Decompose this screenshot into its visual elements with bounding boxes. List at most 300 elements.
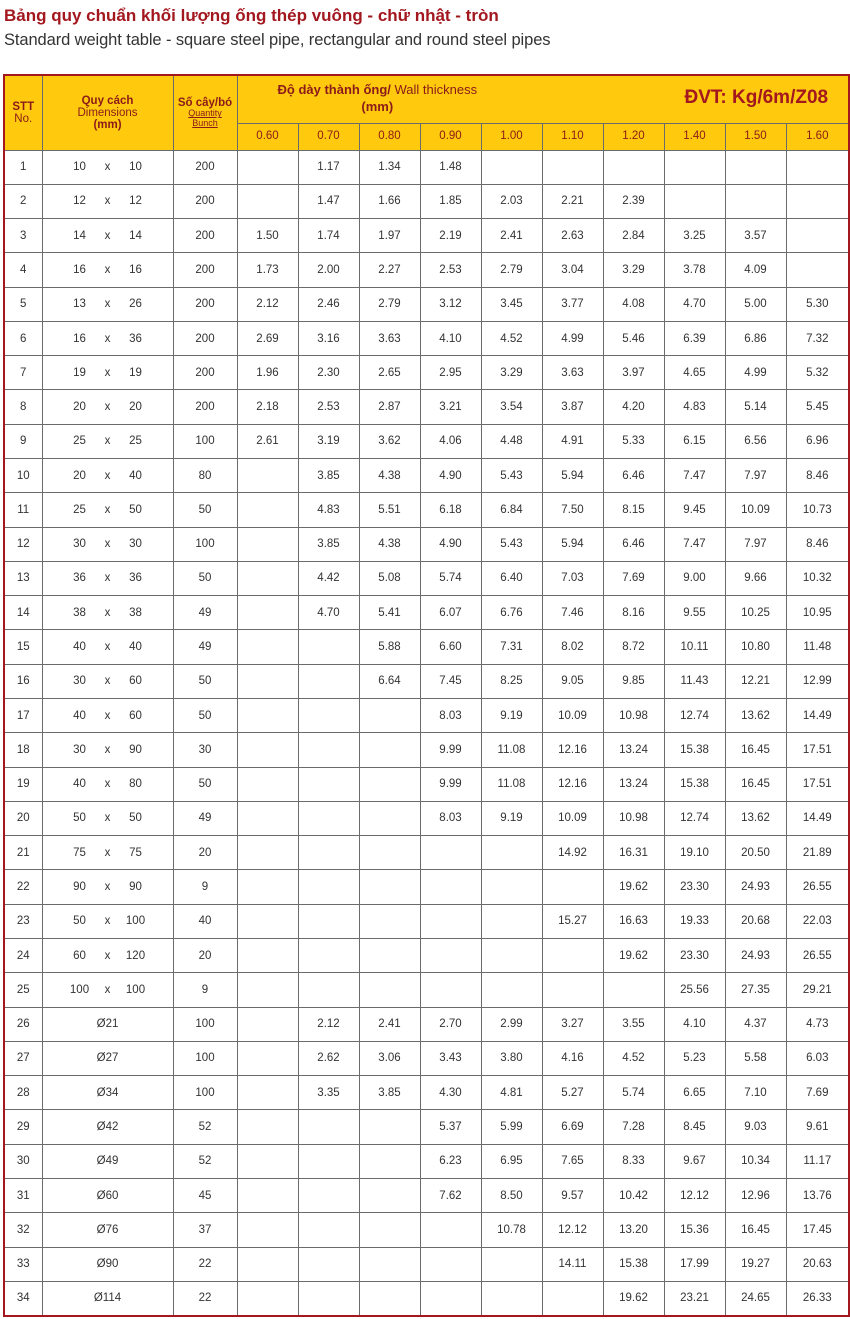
row-number: 25: [4, 973, 42, 1007]
weight-cell: [420, 904, 481, 938]
weight-cell: 5.27: [542, 1076, 603, 1110]
weight-cell: [359, 1110, 420, 1144]
dimension-cell: [42, 904, 173, 938]
dimension-a: 40: [73, 778, 86, 791]
quantity-cell: 22: [173, 1281, 237, 1316]
weight-cell: 16.45: [725, 1213, 786, 1247]
weight-cell: 24.93: [725, 938, 786, 972]
weight-cell: [237, 1247, 298, 1281]
weight-cell: 24.65: [725, 1281, 786, 1316]
weight-cell: [420, 973, 481, 1007]
weight-cell: 4.81: [481, 1076, 542, 1110]
weight-cell: 7.45: [420, 664, 481, 698]
table-row: [4, 184, 849, 218]
weight-cell: 16.31: [603, 836, 664, 870]
dimension-times: x: [104, 401, 111, 414]
table-row: [4, 150, 849, 184]
weight-cell: 4.38: [359, 459, 420, 493]
weight-cell: 19.62: [603, 1281, 664, 1316]
weight-cell: 4.09: [725, 253, 786, 287]
weight-cell: 5.00: [725, 287, 786, 321]
weight-cell: 1.73: [237, 253, 298, 287]
weight-cell: [237, 1007, 298, 1041]
quantity-cell: 45: [173, 1178, 237, 1212]
weight-cell: 12.21: [725, 664, 786, 698]
weight-cell: 5.45: [786, 390, 849, 424]
weight-cell: 9.61: [786, 1110, 849, 1144]
weight-cell: 15.36: [664, 1213, 725, 1247]
weight-cell: 3.54: [481, 390, 542, 424]
header-stt-vn: STT: [12, 100, 35, 113]
weight-cell: 10.11: [664, 630, 725, 664]
weight-cell: 29.21: [786, 973, 849, 1007]
weight-cell: 8.03: [420, 801, 481, 835]
weight-cell: [237, 664, 298, 698]
weight-cell: 25.56: [664, 973, 725, 1007]
weight-cell: 5.88: [359, 630, 420, 664]
thickness-header-cell: 1.20: [603, 123, 664, 150]
weight-cell: 4.90: [420, 459, 481, 493]
weight-cell: [420, 836, 481, 870]
weight-cell: 1.96: [237, 356, 298, 390]
dimension-times: x: [104, 366, 111, 379]
weight-cell: 8.16: [603, 596, 664, 630]
weight-cell: 8.72: [603, 630, 664, 664]
dimension-cell: [42, 733, 173, 767]
table-row: [4, 904, 849, 938]
weight-cell: 23.21: [664, 1281, 725, 1316]
weight-cell: 4.73: [786, 1007, 849, 1041]
weight-cell: 2.95: [420, 356, 481, 390]
dimension-a: 12: [73, 195, 86, 208]
weight-cell: 6.95: [481, 1144, 542, 1178]
weight-cell: [359, 1281, 420, 1316]
header-wall-thickness: [237, 75, 849, 123]
row-number: 8: [4, 390, 42, 424]
weight-cell: 3.55: [603, 1007, 664, 1041]
dimension-b: 25: [129, 435, 142, 448]
weight-cell: 13.24: [603, 733, 664, 767]
weight-cell: 4.99: [725, 356, 786, 390]
weight-cell: 4.10: [420, 321, 481, 355]
row-number: 21: [4, 836, 42, 870]
table-row: [4, 870, 849, 904]
weight-cell: [542, 1281, 603, 1316]
weight-cell: [237, 596, 298, 630]
dimension-b: 90: [129, 743, 142, 756]
weight-cell: [237, 973, 298, 1007]
weight-cell: 12.74: [664, 699, 725, 733]
weight-cell: 9.19: [481, 801, 542, 835]
quantity-cell: 9: [173, 870, 237, 904]
weight-cell: 16.45: [725, 733, 786, 767]
weight-cell: 1.48: [420, 150, 481, 184]
dimension-b: 26: [129, 298, 142, 311]
weight-cell: 4.52: [603, 1041, 664, 1075]
weight-cell: 5.43: [481, 459, 542, 493]
weight-cell: 9.66: [725, 561, 786, 595]
weight-cell: 17.99: [664, 1247, 725, 1281]
weight-cell: 4.83: [664, 390, 725, 424]
weight-cell: [237, 527, 298, 561]
row-number: 11: [4, 493, 42, 527]
quantity-cell: 49: [173, 630, 237, 664]
weight-cell: 7.62: [420, 1178, 481, 1212]
weight-cell: 4.37: [725, 1007, 786, 1041]
weight-cell: 2.46: [298, 287, 359, 321]
row-number: 5: [4, 287, 42, 321]
weight-cell: [725, 184, 786, 218]
dimension-times: x: [104, 332, 111, 345]
weight-cell: 9.45: [664, 493, 725, 527]
weight-cell: [237, 493, 298, 527]
dimension-a: 25: [73, 435, 86, 448]
header-stt-en: No.: [14, 112, 33, 125]
weight-cell: 4.16: [542, 1041, 603, 1075]
weight-cell: 6.46: [603, 527, 664, 561]
quantity-cell: 200: [173, 356, 237, 390]
weight-cell: [237, 870, 298, 904]
header-dimensions: [42, 75, 173, 150]
weight-cell: 7.69: [786, 1076, 849, 1110]
weight-cell: 6.76: [481, 596, 542, 630]
weight-cell: 3.62: [359, 424, 420, 458]
weight-cell: 27.35: [725, 973, 786, 1007]
row-number: 13: [4, 561, 42, 595]
dimension-b: 80: [129, 778, 142, 791]
dimension-cell: [42, 938, 173, 972]
weight-cell: 2.39: [603, 184, 664, 218]
dimension-b: 12: [129, 195, 142, 208]
weight-cell: 2.27: [359, 253, 420, 287]
weight-cell: [359, 904, 420, 938]
weight-cell: 5.08: [359, 561, 420, 595]
weight-cell: 4.52: [481, 321, 542, 355]
quantity-cell: 50: [173, 493, 237, 527]
weight-cell: 10.73: [786, 493, 849, 527]
thickness-header-cell: 0.90: [420, 123, 481, 150]
weight-cell: 8.02: [542, 630, 603, 664]
dimension-a: 13: [73, 298, 86, 311]
weight-cell: 10.09: [542, 699, 603, 733]
weight-cell: 7.03: [542, 561, 603, 595]
weight-cell: 10.80: [725, 630, 786, 664]
dimension-b: 40: [129, 469, 142, 482]
weight-cell: 4.38: [359, 527, 420, 561]
weight-cell: [542, 938, 603, 972]
dimension-times: x: [104, 263, 111, 276]
table-row: [4, 801, 849, 835]
table-row: [4, 630, 849, 664]
weight-cell: 10.78: [481, 1213, 542, 1247]
thickness-header-cell: 1.10: [542, 123, 603, 150]
weight-cell: [481, 973, 542, 1007]
table-body: [4, 150, 849, 1316]
weight-cell: 11.08: [481, 733, 542, 767]
dimension-b: 36: [129, 332, 142, 345]
page-title: Bảng quy chuẩn khối lượng ống thép vuông - chữ nhật - tròn: [4, 6, 499, 25]
weight-cell: 5.94: [542, 527, 603, 561]
weight-cell: 2.00: [298, 253, 359, 287]
weight-cell: 8.46: [786, 459, 849, 493]
dimension-cell: [42, 767, 173, 801]
weight-cell: 3.25: [664, 219, 725, 253]
weight-cell: [237, 1110, 298, 1144]
table-row: [4, 356, 849, 390]
weight-cell: [237, 1041, 298, 1075]
weight-cell: 21.89: [786, 836, 849, 870]
row-number: 10: [4, 459, 42, 493]
dimension-a: 30: [73, 675, 86, 688]
weight-cell: 9.00: [664, 561, 725, 595]
weight-cell: 3.04: [542, 253, 603, 287]
dimension-times: x: [104, 709, 111, 722]
header-dimensions-vn: Quy cách: [81, 94, 134, 107]
dimension-a: 100: [69, 983, 90, 996]
dimension-cell: [42, 596, 173, 630]
dimension-b: 120: [125, 949, 146, 962]
dimension-cell: [42, 253, 173, 287]
weight-cell: 4.65: [664, 356, 725, 390]
table-row: [4, 219, 849, 253]
quantity-cell: 50: [173, 699, 237, 733]
row-number: 16: [4, 664, 42, 698]
weight-cell: 19.62: [603, 938, 664, 972]
table-row: [4, 596, 849, 630]
quantity-cell: 50: [173, 664, 237, 698]
weight-cell: 10.25: [725, 596, 786, 630]
weight-cell: [664, 184, 725, 218]
dimension-b: 100: [125, 983, 146, 996]
weight-cell: 4.06: [420, 424, 481, 458]
weight-cell: 2.65: [359, 356, 420, 390]
weight-cell: 5.30: [786, 287, 849, 321]
weight-cell: [359, 801, 420, 835]
weight-cell: 4.08: [603, 287, 664, 321]
weight-cell: 2.19: [420, 219, 481, 253]
wall-thickness-label: [278, 82, 478, 116]
weight-cell: 3.06: [359, 1041, 420, 1075]
weight-cell: 13.20: [603, 1213, 664, 1247]
weight-cell: 23.30: [664, 870, 725, 904]
weight-cell: [298, 801, 359, 835]
dimension-times: x: [104, 641, 111, 654]
weight-cell: 3.16: [298, 321, 359, 355]
weight-cell: 5.74: [603, 1076, 664, 1110]
dimension-cell: [42, 836, 173, 870]
weight-cell: 9.03: [725, 1110, 786, 1144]
weight-cell: 6.03: [786, 1041, 849, 1075]
weight-cell: 6.23: [420, 1144, 481, 1178]
weight-cell: 4.42: [298, 561, 359, 595]
weight-cell: 1.97: [359, 219, 420, 253]
weight-cell: [786, 219, 849, 253]
weight-cell: [542, 150, 603, 184]
weight-cell: [725, 150, 786, 184]
table-row: [4, 527, 849, 561]
table-row: [4, 1247, 849, 1281]
weight-cell: [237, 1213, 298, 1247]
weight-cell: 17.51: [786, 767, 849, 801]
dimension-b: 60: [129, 675, 142, 688]
quantity-cell: 200: [173, 390, 237, 424]
dimension-times: x: [104, 606, 111, 619]
weight-cell: 6.18: [420, 493, 481, 527]
dimension-cell: Ø34: [42, 1076, 173, 1110]
weight-cell: [298, 1213, 359, 1247]
dimension-times: x: [104, 812, 111, 825]
quantity-cell: 100: [173, 527, 237, 561]
weight-cell: 7.10: [725, 1076, 786, 1110]
weight-cell: 6.84: [481, 493, 542, 527]
weight-cell: 4.48: [481, 424, 542, 458]
dimension-b: 75: [129, 846, 142, 859]
table-row: [4, 699, 849, 733]
dimension-cell: [42, 561, 173, 595]
weight-cell: 8.50: [481, 1178, 542, 1212]
weight-cell: 26.55: [786, 870, 849, 904]
dimension-b: 60: [129, 709, 142, 722]
weight-cell: 12.96: [725, 1178, 786, 1212]
dimension-cell: [42, 973, 173, 1007]
weight-cell: 7.97: [725, 527, 786, 561]
weight-cell: 9.19: [481, 699, 542, 733]
weight-cell: [298, 733, 359, 767]
table-row: [4, 424, 849, 458]
weight-cell: 13.62: [725, 699, 786, 733]
row-number: 2: [4, 184, 42, 218]
weight-cell: [420, 1281, 481, 1316]
weight-cell: [237, 184, 298, 218]
weight-cell: 12.99: [786, 664, 849, 698]
weight-cell: 9.67: [664, 1144, 725, 1178]
quantity-cell: 37: [173, 1213, 237, 1247]
row-number: 4: [4, 253, 42, 287]
weight-cell: [237, 801, 298, 835]
table-row: [4, 1213, 849, 1247]
weight-cell: 2.87: [359, 390, 420, 424]
weight-cell: 12.12: [664, 1178, 725, 1212]
weight-cell: 6.64: [359, 664, 420, 698]
dimension-b: 14: [129, 229, 142, 242]
row-number: 7: [4, 356, 42, 390]
weight-cell: [237, 904, 298, 938]
weight-cell: 3.78: [664, 253, 725, 287]
dimension-times: x: [104, 469, 111, 482]
weight-cell: 1.74: [298, 219, 359, 253]
weight-cell: 12.16: [542, 767, 603, 801]
dimension-times: x: [104, 572, 111, 585]
weight-cell: [237, 150, 298, 184]
weight-cell: [359, 1178, 420, 1212]
weight-cell: 2.99: [481, 1007, 542, 1041]
weight-cell: 2.69: [237, 321, 298, 355]
table-row: [4, 561, 849, 595]
weight-cell: [420, 870, 481, 904]
weight-cell: [298, 1178, 359, 1212]
dimension-cell: [42, 801, 173, 835]
weight-cell: 9.55: [664, 596, 725, 630]
weight-cell: 9.85: [603, 664, 664, 698]
weight-cell: 13.62: [725, 801, 786, 835]
table-row: [4, 938, 849, 972]
weight-cell: 10.98: [603, 801, 664, 835]
thickness-header-cell: 0.60: [237, 123, 298, 150]
dimension-cell: Ø27: [42, 1041, 173, 1075]
weight-cell: 8.03: [420, 699, 481, 733]
dimension-b: 90: [129, 881, 142, 894]
table-row: [4, 253, 849, 287]
weight-cell: 13.76: [786, 1178, 849, 1212]
weight-cell: [786, 253, 849, 287]
weight-cell: [359, 1247, 420, 1281]
dimension-a: 20: [73, 401, 86, 414]
weight-cell: [237, 699, 298, 733]
weight-cell: [237, 630, 298, 664]
row-number: 26: [4, 1007, 42, 1041]
weight-cell: 12.16: [542, 733, 603, 767]
weight-cell: 8.25: [481, 664, 542, 698]
weight-cell: 2.18: [237, 390, 298, 424]
thickness-header-cell: 1.60: [786, 123, 849, 150]
weight-cell: [481, 904, 542, 938]
row-number: 29: [4, 1110, 42, 1144]
weight-cell: 20.50: [725, 836, 786, 870]
weight-cell: 7.28: [603, 1110, 664, 1144]
dimension-cell: [42, 870, 173, 904]
weight-cell: 7.50: [542, 493, 603, 527]
thickness-header-cell: 1.00: [481, 123, 542, 150]
quantity-cell: 200: [173, 184, 237, 218]
dimension-cell: [42, 459, 173, 493]
weight-cell: [359, 699, 420, 733]
dimension-cell: [42, 424, 173, 458]
dimension-cell: [42, 527, 173, 561]
weight-cell: 5.33: [603, 424, 664, 458]
quantity-cell: 40: [173, 904, 237, 938]
row-number: 34: [4, 1281, 42, 1316]
dimension-a: 25: [73, 503, 86, 516]
weight-cell: [237, 767, 298, 801]
row-number: 1: [4, 150, 42, 184]
weight-cell: 3.21: [420, 390, 481, 424]
weight-cell: 15.38: [664, 767, 725, 801]
quantity-cell: 100: [173, 424, 237, 458]
weight-cell: 1.50: [237, 219, 298, 253]
weight-cell: 2.41: [359, 1007, 420, 1041]
weight-cell: 3.85: [298, 527, 359, 561]
weight-cell: 2.70: [420, 1007, 481, 1041]
weight-cell: 16.63: [603, 904, 664, 938]
weight-cell: [359, 938, 420, 972]
dimension-a: 10: [73, 161, 86, 174]
quantity-cell: 50: [173, 561, 237, 595]
weight-cell: [298, 973, 359, 1007]
dimension-a: 14: [73, 229, 86, 242]
weight-cell: 2.30: [298, 356, 359, 390]
weight-cell: [786, 184, 849, 218]
weight-cell: 3.97: [603, 356, 664, 390]
weight-cell: 11.48: [786, 630, 849, 664]
weight-cell: 6.07: [420, 596, 481, 630]
table-row: [4, 1041, 849, 1075]
weight-cell: [359, 870, 420, 904]
weight-cell: [481, 150, 542, 184]
thickness-header-cell: 1.50: [725, 123, 786, 150]
weight-cell: 5.51: [359, 493, 420, 527]
quantity-cell: 100: [173, 1041, 237, 1075]
weight-cell: 22.03: [786, 904, 849, 938]
